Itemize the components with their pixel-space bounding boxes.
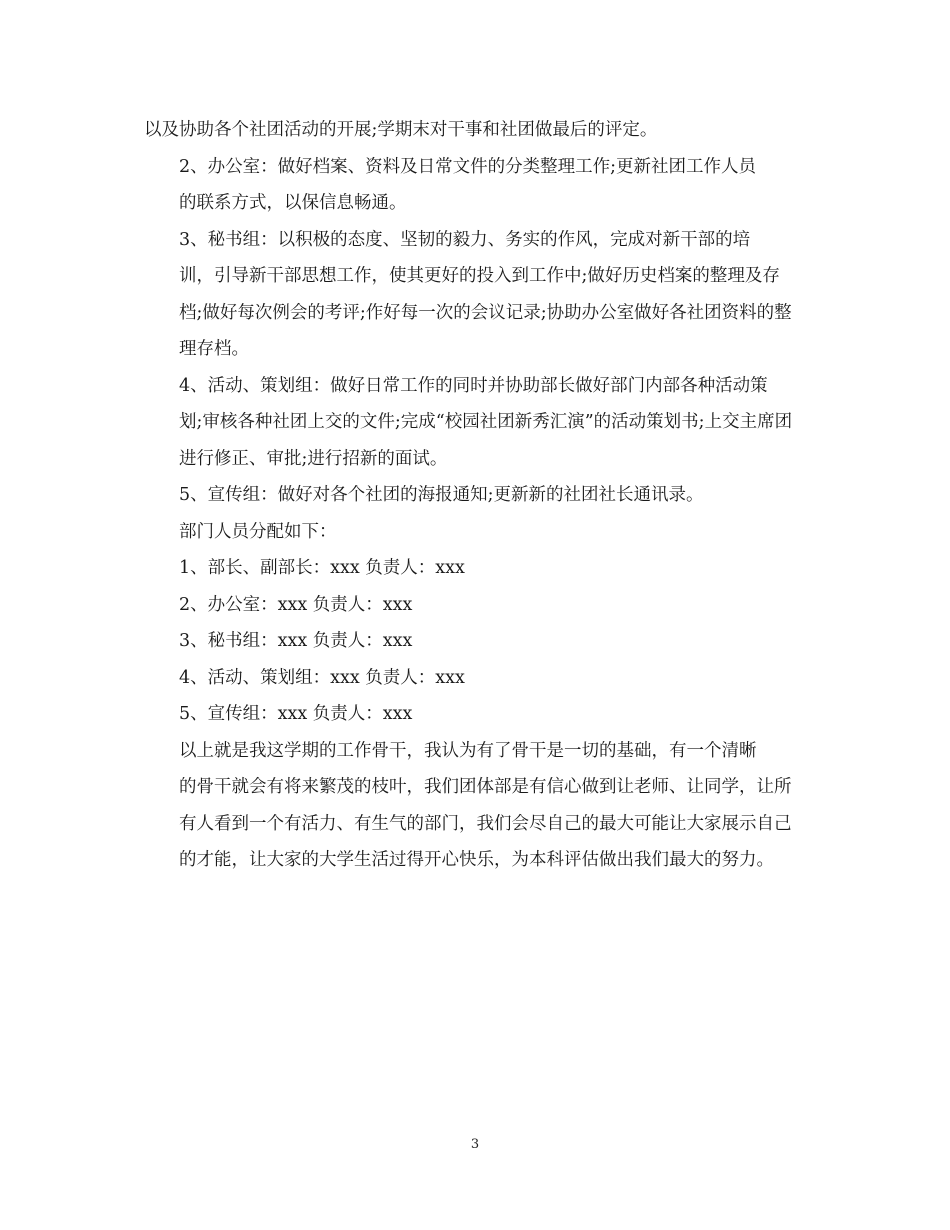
text-line: 档;做好每次例会的考评;作好每一次的会议记录;协助办公室做好各社团资料的整: [179, 302, 792, 323]
text-line: 1、部长、副部长：xxx 负责人：xxx: [179, 558, 465, 578]
text-line: 划;审核各种社团上交的文件;完成“校园社团新秀汇演”的活动策划书;上交主席团: [179, 412, 793, 432]
paragraph: [144, 222, 814, 368]
paragraph: [144, 733, 814, 879]
paragraph: [144, 587, 814, 624]
text-line: 进行修正、审批;进行招新的面试。: [179, 448, 448, 469]
text-line: 的骨干就会有将来繁茂的枝叶，我们团体部是有信心做到让老师、让同学，让所: [179, 777, 792, 797]
text-line: 5、宣传组：xxx 负责人：xxx: [179, 704, 413, 724]
text-line: 4、活动、策划组：做好日常工作的同时并协助部长做好部门内部各种活动策: [179, 375, 768, 396]
document-body: [144, 112, 814, 879]
paragraph: [144, 550, 814, 587]
paragraph: [144, 696, 814, 733]
text-line: 3、秘书组：xxx 负责人：xxx: [179, 631, 413, 651]
text-line: 4、活动、策划组：xxx 负责人：xxx: [179, 667, 465, 688]
text-line: 训，引导新干部思想工作，使其更好的投入到工作中;做好历史档案的整理及存: [179, 266, 780, 286]
text-line: 2、办公室：做好档案、资料及日常文件的分类整理工作;更新社团工作人员: [179, 156, 757, 177]
text-line: 理存档。: [179, 339, 249, 359]
page-number: 3: [470, 1137, 480, 1152]
text-line: 以上就是我这学期的工作骨干，我认为有了骨干是一切的基础，有一个清晰: [179, 740, 757, 761]
text-line: 有人看到一个有活力、有生气的部门，我们会尽自己的最大可能让大家展示自己: [179, 813, 792, 834]
text-line: 的才能，让大家的大学生活过得开心快乐，为本科评估做出我们最大的努力。: [179, 850, 774, 870]
text-line: 部门人员分配如下：: [179, 521, 337, 542]
paragraph: [144, 149, 814, 222]
paragraph: [144, 660, 814, 697]
paragraph: [144, 477, 814, 514]
text-line: 3、秘书组：以积极的态度、坚韧的毅力、务实的作风，完成对新干部的培: [179, 229, 751, 250]
text-line: 2、办公室：xxx 负责人：xxx: [179, 594, 413, 615]
text-line: 的联系方式，以保信息畅通。: [179, 193, 407, 213]
paragraph: [144, 112, 814, 149]
paragraph: [144, 514, 814, 551]
text-line: 5、宣传组：做好对各个社团的海报通知;更新新的社团社长通讯录。: [179, 485, 704, 505]
paragraph: [144, 368, 814, 478]
text-line: 以及协助各个社团活动的开展;学期末对干事和社团做最后的评定。: [144, 120, 658, 140]
paragraph: [144, 623, 814, 660]
